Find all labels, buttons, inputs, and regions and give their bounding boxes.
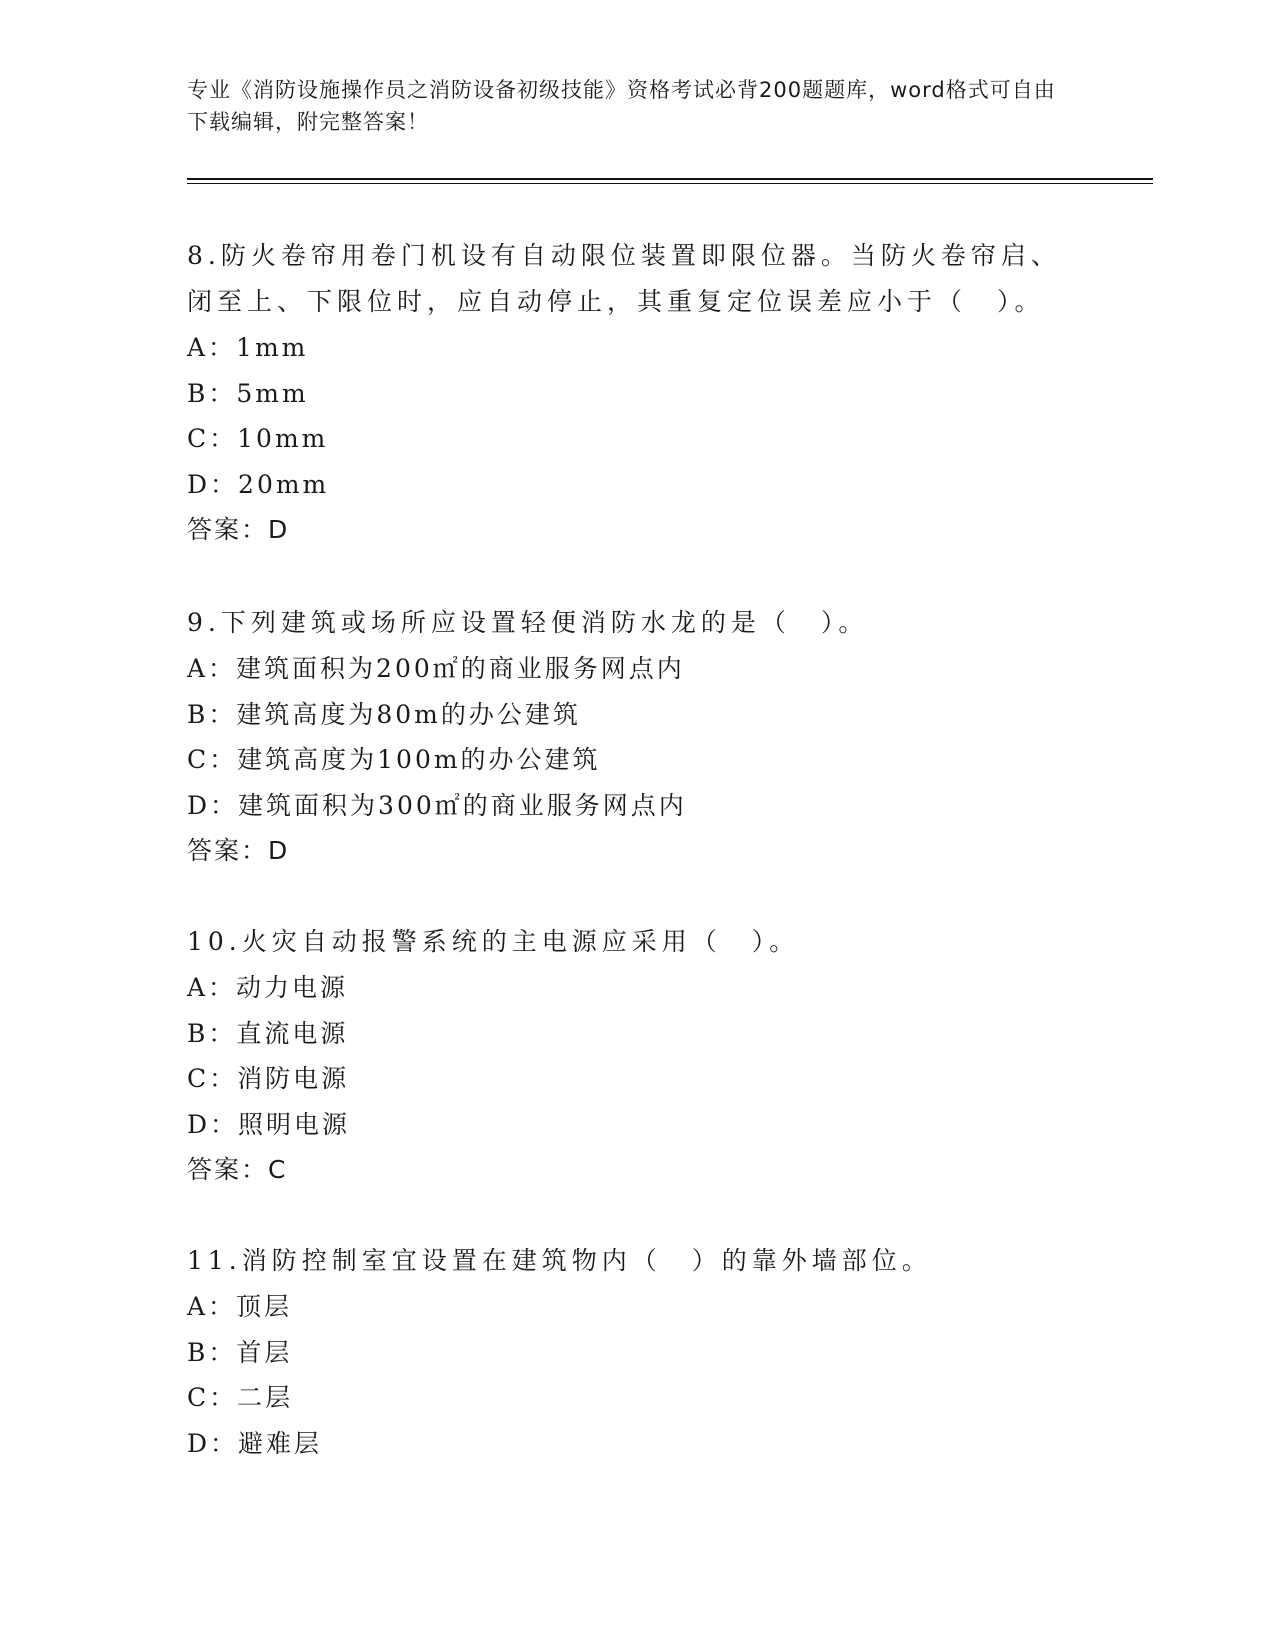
option-d: D：避难层 [187,1428,323,1458]
option-d: D：建筑面积为300㎡的商业服务网点内 [187,790,687,820]
answer-line: 答案：D [187,836,290,865]
option-b: B：5mm [187,378,309,408]
option-b: B：首层 [187,1337,293,1367]
option-a: A：1mm [187,333,309,362]
option-a: A：顶层 [187,1292,293,1321]
option-c: C：建筑高度为100m的办公建筑 [187,745,601,774]
answer-line: 答案：D [187,515,290,544]
question-11 [187,1238,1067,1466]
option-c: C：二层 [187,1383,294,1412]
question-stem: 8.防火卷帘用卷门机设有自动限位装置即限位器。当防火卷帘启、闭至上、下限位时，应自动停止，其重复定位误差应小于（ ）。 [187,241,1061,316]
question-10 [187,919,1067,1193]
option-b: B：建筑高度为80m的办公建筑 [187,699,581,729]
option-c: C：消防电源 [187,1064,350,1093]
option-a: A：建筑面积为200㎡的商业服务网点内 [187,654,685,683]
option-c: C：10mm [187,424,329,453]
document-header: 专业《消防设施操作员之消防设备初级技能》资格考试必背200题题库，word格式可自由下载编辑，附完整答案！ [187,78,1056,134]
question-stem: 10.火灾自动报警系统的主电源应采用（ ）。 [187,927,800,956]
question-8 [187,233,1067,553]
question-9 [187,600,1067,874]
header-rule-thin [187,183,1153,184]
header-rule [187,178,1153,180]
answer-line: 答案：C [187,1155,288,1184]
option-d: D：照明电源 [187,1109,351,1139]
option-b: B：直流电源 [187,1018,349,1048]
option-a: A：动力电源 [187,973,349,1002]
question-stem: 9.下列建筑或场所应设置轻便消防水龙的是（ ）。 [187,608,869,637]
question-stem: 11.消防控制室宜设置在建筑物内（ ）的靠外墙部位。 [187,1246,932,1275]
option-d: D：20mm [187,469,330,499]
